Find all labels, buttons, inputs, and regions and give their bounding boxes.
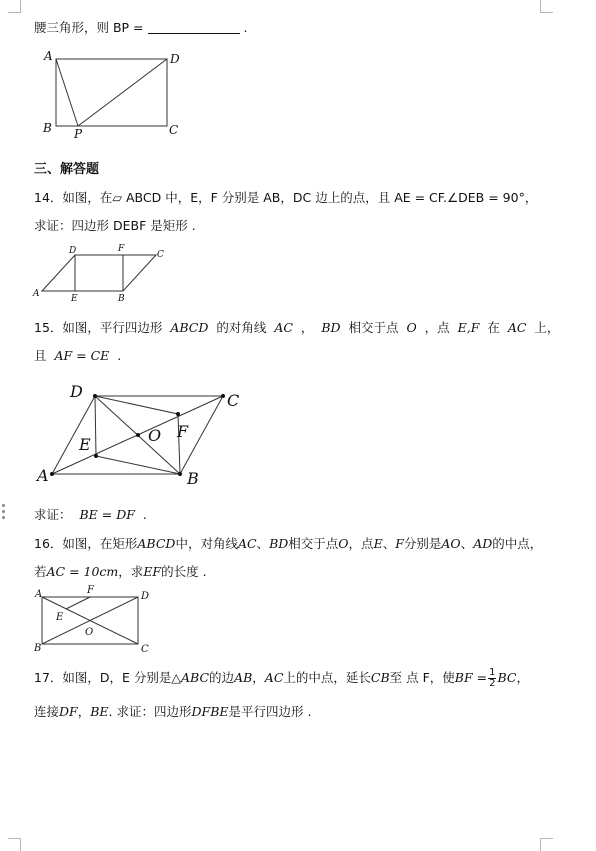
label-P: P [74, 127, 83, 141]
label-A: A [44, 49, 53, 63]
label-E: E [56, 612, 64, 623]
label-D: D [141, 591, 150, 602]
q17-line2: 连接DF，BE. 求证：四边形DFBE是平行四边形 . [34, 704, 312, 719]
label-E: E [71, 294, 78, 304]
q17-line1: 17．如图，D，E 分别是△ABC的边AB，AC上的中点，延长CB至 点 F，使BF = $\frac{1}{2}$ BC， [34, 667, 529, 689]
q16-line2: 若AC = 10cm，求EF的长度 . [34, 564, 207, 579]
label-D: D [69, 246, 77, 256]
q14-line1: 14．如图，在▱ ABCD 中，E，F 分别是 AB，DC 边上的点，且 AE = CF.∠DEB = 90°， [34, 190, 538, 205]
q14-line2: 求证：四边形 DEBF 是矩形 . [34, 218, 196, 233]
label-B: B [118, 294, 125, 304]
label-E: E [79, 435, 91, 454]
prev-question-tail: 腰三角形，则 BP = . [34, 20, 248, 35]
label-F: F [118, 244, 125, 254]
label-A: A [37, 466, 49, 485]
label-D: D [70, 382, 83, 401]
section-title: 三、解答题 [34, 162, 100, 177]
label-D: D [170, 52, 180, 66]
label-C: C [141, 644, 149, 655]
label-C: C [227, 391, 240, 410]
q16-line1: 16．如图，在矩形ABCD中，对角线AC、BD相交于点O，点E、F分别是AO、AD的中点， [34, 536, 543, 551]
prev-text: 腰三角形，则 BP = [34, 20, 144, 35]
label-A: A [35, 589, 43, 600]
q15-line2: 且 AF = CE . [34, 348, 122, 363]
q15-line1: 15．如图，平行四边形 ABCD 的对角线 AC ， BD 相交于点 O ，点 E,F 在 AC 上， [34, 320, 560, 335]
label-B: B [43, 121, 52, 135]
label-O: O [148, 426, 162, 445]
label-C: C [169, 123, 179, 137]
label-B: B [187, 469, 199, 488]
label-A: A [33, 289, 40, 299]
label-O: O [85, 627, 94, 638]
label-B: B [34, 643, 42, 654]
label-C: C [157, 250, 164, 260]
label-F: F [87, 585, 94, 596]
q15-proof: 求证： BE = DF . [34, 507, 147, 522]
fraction-one-half: $\frac{1}{2}$ [489, 667, 496, 689]
label-F: F [177, 422, 189, 441]
